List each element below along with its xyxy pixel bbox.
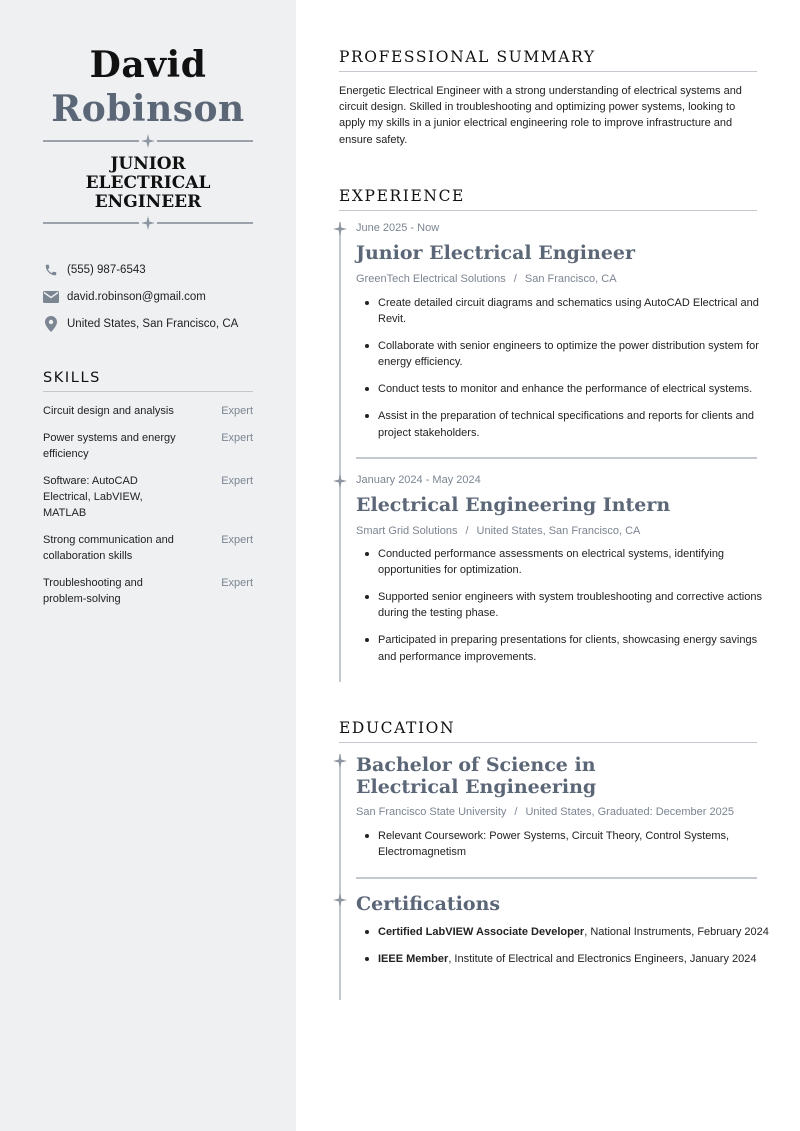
certification-detail: , Institute of Electrical and Electronics Engineers, January 2024 — [448, 953, 757, 965]
certification-name: IEEE Member — [378, 953, 449, 965]
job-company-line: Smart Grid Solutions / United States, San Francisco, CA — [356, 525, 641, 537]
job-title: Electrical Engineering Intern — [356, 494, 671, 516]
contact-location — [43, 315, 283, 333]
certifications-title: Certifications — [356, 893, 501, 915]
experience-heading: EXPERIENCE — [339, 187, 757, 211]
job-role — [0, 155, 296, 212]
sparkle-icon — [333, 754, 347, 768]
education-details: United States, Graduated: December 2025 — [525, 806, 734, 818]
main-content — [296, 0, 800, 1131]
bullet-item: Assist in the preparation of technical specifications and reports for clients and project stakeholders. — [356, 408, 772, 440]
job-date: June 2025 - Now — [356, 222, 440, 234]
company-name: Smart Grid Solutions — [356, 525, 458, 537]
job-title: Junior Electrical Engineer — [356, 242, 636, 264]
skill-name: Power systems and energy efficiency — [43, 432, 176, 460]
bullet-item: Supported senior engineers with system troubleshooting and corrective actions during the testing phase. — [356, 589, 772, 621]
education-heading: EDUCATION — [339, 719, 757, 743]
education-timeline — [339, 754, 341, 1000]
summary-heading: PROFESSIONAL SUMMARY — [339, 48, 757, 72]
sparkle-icon — [141, 134, 155, 148]
sparkle-icon — [333, 474, 347, 488]
sparkle-icon — [333, 893, 347, 907]
role-line: JUNIOR — [110, 154, 186, 174]
skill-name: Strong communication and collaboration skills — [43, 534, 174, 562]
skill-name: Software: AutoCAD Electrical, LabVIEW, MATLAB — [43, 475, 143, 519]
bullet-item: Collaborate with senior engineers to optimize the power distribution system for energy efficiency. — [356, 338, 772, 370]
job-bullets — [356, 295, 772, 441]
job-divider — [356, 457, 757, 459]
summary-text: Energetic Electrical Engineer with a strong understanding of electrical systems and circuit design. Skilled in troubleshooting and optimizing power systems, looking to apply my skills in a junior electrical engineering role to improve infrastructure and ensure safety. — [339, 85, 742, 146]
bullet-item: Conducted performance assessments on electrical systems, identifying opportunities for optimization. — [356, 546, 772, 578]
contact-email — [43, 288, 283, 306]
company-location: United States, San Francisco, CA — [476, 525, 641, 537]
skill-level: Expert — [221, 475, 253, 487]
company-location: San Francisco, CA — [524, 273, 617, 285]
job-date: January 2024 - May 2024 — [356, 474, 481, 486]
first-name: David — [89, 44, 207, 86]
role-line: ENGINEER — [94, 192, 202, 212]
skill-name: Troubleshooting and problem-solving — [43, 577, 143, 605]
phone-icon — [43, 262, 59, 278]
phone-number: (555) 987-6543 — [67, 264, 146, 276]
certification-item — [356, 951, 772, 967]
sparkle-icon — [141, 216, 155, 230]
certification-name: Certified LabVIEW Associate Developer — [378, 926, 585, 938]
school-name: San Francisco State University — [356, 806, 507, 818]
bullet-item: Relevant Coursework: Power Systems, Circuit Theory, Control Systems, Electromagnetism — [356, 828, 772, 860]
job-bullets — [356, 546, 772, 665]
job-company-line: GreenTech Electrical Solutions / San Francisco, CA — [356, 273, 617, 285]
education-bullets — [356, 828, 772, 860]
certifications-list — [356, 924, 772, 967]
certification-item — [356, 924, 772, 940]
sparkle-icon — [333, 222, 347, 236]
contact-phone — [43, 261, 283, 279]
role-line: ELECTRICAL — [85, 173, 211, 193]
bullet-item: Create detailed circuit diagrams and schematics using AutoCAD Electrical and Revit. — [356, 295, 772, 327]
degree-title: Bachelor of Science in Electrical Engineering — [356, 754, 597, 798]
bullet-item: Participated in preparing presentations for clients, showcasing energy savings and performance improvements. — [356, 632, 772, 664]
email-address: david.robinson@gmail.com — [67, 291, 206, 303]
name-divider — [43, 134, 253, 148]
skill-level: Expert — [221, 577, 253, 589]
skills-heading: SKILLS — [43, 370, 253, 392]
last-name: Robinson — [51, 88, 245, 130]
mail-icon — [43, 289, 59, 305]
skill-level: Expert — [221, 432, 253, 444]
experience-timeline — [339, 222, 341, 682]
education-school-line: San Francisco State University / United States, Graduated: December 2025 — [356, 806, 734, 818]
education-divider — [356, 877, 757, 879]
location-text: United States, San Francisco, CA — [67, 318, 239, 330]
skill-level: Expert — [221, 534, 253, 546]
skill-name: Circuit design and analysis — [43, 405, 174, 417]
skill-level: Expert — [221, 405, 253, 417]
sidebar — [0, 0, 296, 1131]
location-pin-icon — [43, 316, 59, 332]
role-divider — [43, 216, 253, 230]
company-name: GreenTech Electrical Solutions — [356, 273, 506, 285]
bullet-item: Conduct tests to monitor and enhance the performance of electrical systems. — [356, 381, 772, 397]
certification-detail: , National Instruments, February 2024 — [584, 926, 769, 938]
